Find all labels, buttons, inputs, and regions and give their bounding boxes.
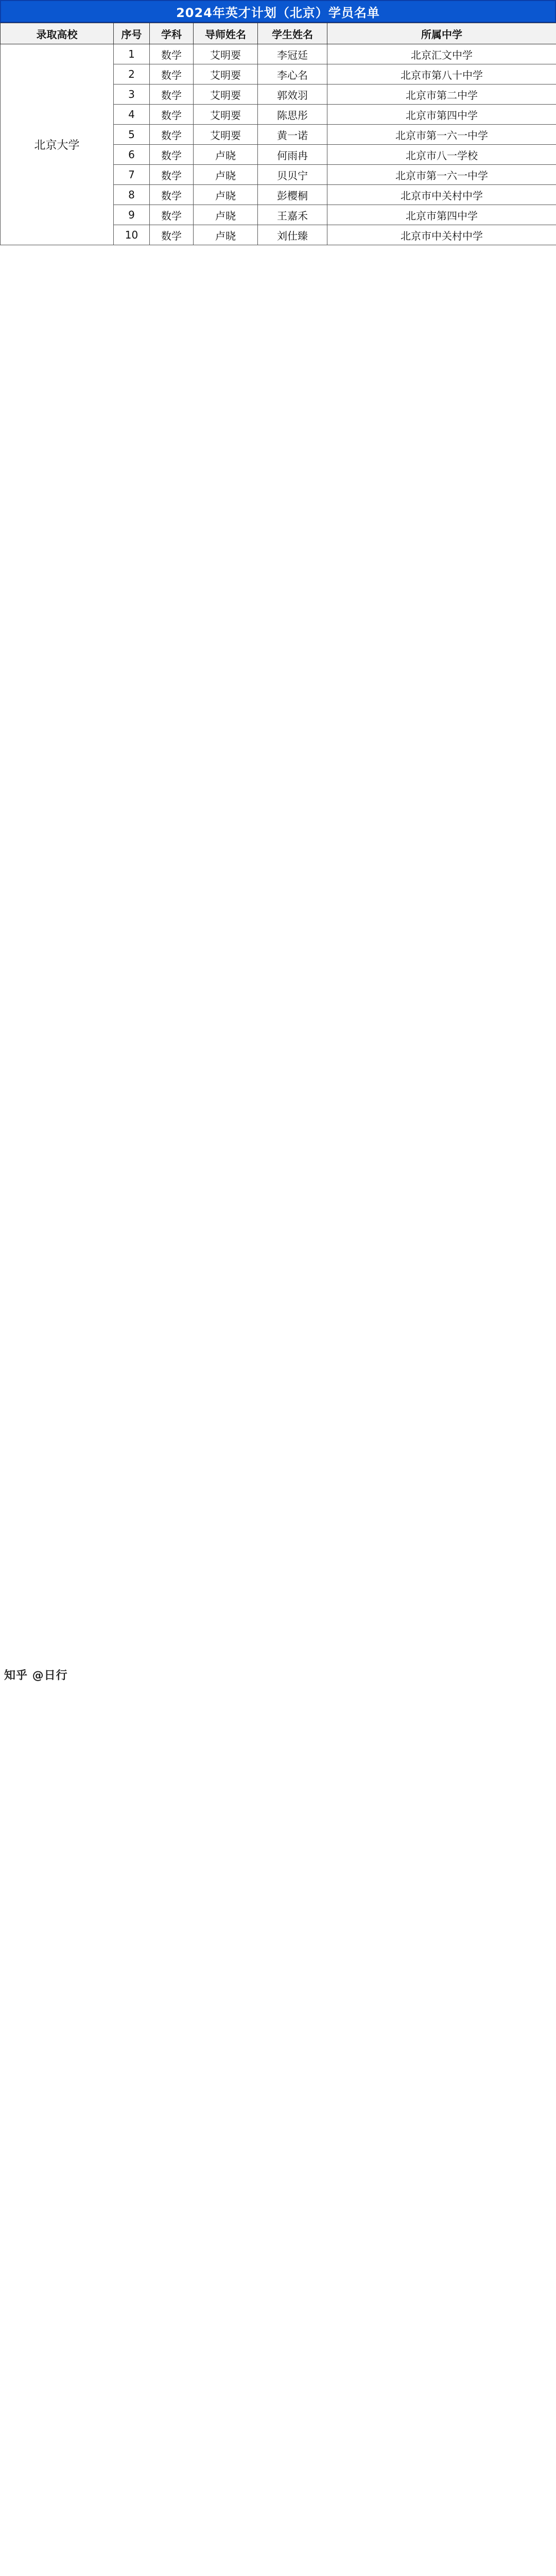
cell-no: 3: [114, 84, 150, 105]
cell-mentor: 艾明要: [194, 105, 258, 125]
cell-no: 9: [114, 205, 150, 225]
cell-mentor: 卢晓: [194, 185, 258, 205]
cell-subject: 数学: [150, 145, 194, 165]
cell-school: 北京市第一六一中学: [327, 125, 556, 145]
cell-school: 北京市第四中学: [327, 205, 556, 225]
cell-mentor: 卢晓: [194, 205, 258, 225]
cell-no: 1: [114, 44, 150, 64]
cell-no: 4: [114, 105, 150, 125]
cell-school: 北京汇文中学: [327, 44, 556, 64]
cell-student: 何雨冉: [258, 145, 327, 165]
cell-student: 贝贝宁: [258, 165, 327, 185]
cell-subject: 数学: [150, 105, 194, 125]
header-row: [1, 23, 556, 44]
cell-student: 李冠廷: [258, 44, 327, 64]
header-subject: 学科: [150, 23, 194, 44]
cell-school: 北京市第四中学: [327, 105, 556, 125]
cell-mentor: 卢晓: [194, 145, 258, 165]
cell-student: 陈思彤: [258, 105, 327, 125]
cell-student: 彭樱桐: [258, 185, 327, 205]
cell-mentor: 艾明要: [194, 44, 258, 64]
table-row: [1, 44, 556, 64]
cell-subject: 数学: [150, 125, 194, 145]
cell-mentor: 艾明要: [194, 64, 258, 84]
cell-student: 黄一诺: [258, 125, 327, 145]
header-student: 学生姓名: [258, 23, 327, 44]
header-university: 录取高校: [1, 23, 114, 44]
cell-school: 北京市中关村中学: [327, 185, 556, 205]
roster-table: [0, 23, 556, 245]
cell-mentor: 卢晓: [194, 165, 258, 185]
cell-mentor: 艾明要: [194, 84, 258, 105]
roster-title-bar: [0, 0, 556, 23]
cell-no: 5: [114, 125, 150, 145]
cell-no: 8: [114, 185, 150, 205]
cell-subject: 数学: [150, 205, 194, 225]
cell-subject: 数学: [150, 64, 194, 84]
cell-no: 10: [114, 225, 150, 245]
cell-no: 2: [114, 64, 150, 84]
cell-school: 北京市中关村中学: [327, 225, 556, 245]
cell-school: 北京市第八十中学: [327, 64, 556, 84]
cell-subject: 数学: [150, 185, 194, 205]
header-school: 所属中学: [327, 23, 556, 44]
roster-title: 2024年英才计划（北京）学员名单: [176, 5, 380, 20]
cell-subject: 数学: [150, 44, 194, 64]
roster-body: [1, 44, 556, 245]
cell-university: 北京大学: [1, 44, 114, 245]
cell-subject: 数学: [150, 225, 194, 245]
cell-student: 郭效羽: [258, 84, 327, 105]
cell-student: 刘仕臻: [258, 225, 327, 245]
header-mentor: 导师姓名: [194, 23, 258, 44]
cell-school: 北京市第一六一中学: [327, 165, 556, 185]
watermark-text: 知乎 @日行: [4, 1669, 68, 1682]
cell-mentor: 艾明要: [194, 125, 258, 145]
cell-school: 北京市八一学校: [327, 145, 556, 165]
cell-subject: 数学: [150, 84, 194, 105]
cell-student: 王嘉禾: [258, 205, 327, 225]
cell-no: 7: [114, 165, 150, 185]
header-no: 序号: [114, 23, 150, 44]
cell-subject: 数学: [150, 165, 194, 185]
cell-mentor: 卢晓: [194, 225, 258, 245]
cell-no: 6: [114, 145, 150, 165]
cell-student: 李心名: [258, 64, 327, 84]
cell-school: 北京市第二中学: [327, 84, 556, 105]
